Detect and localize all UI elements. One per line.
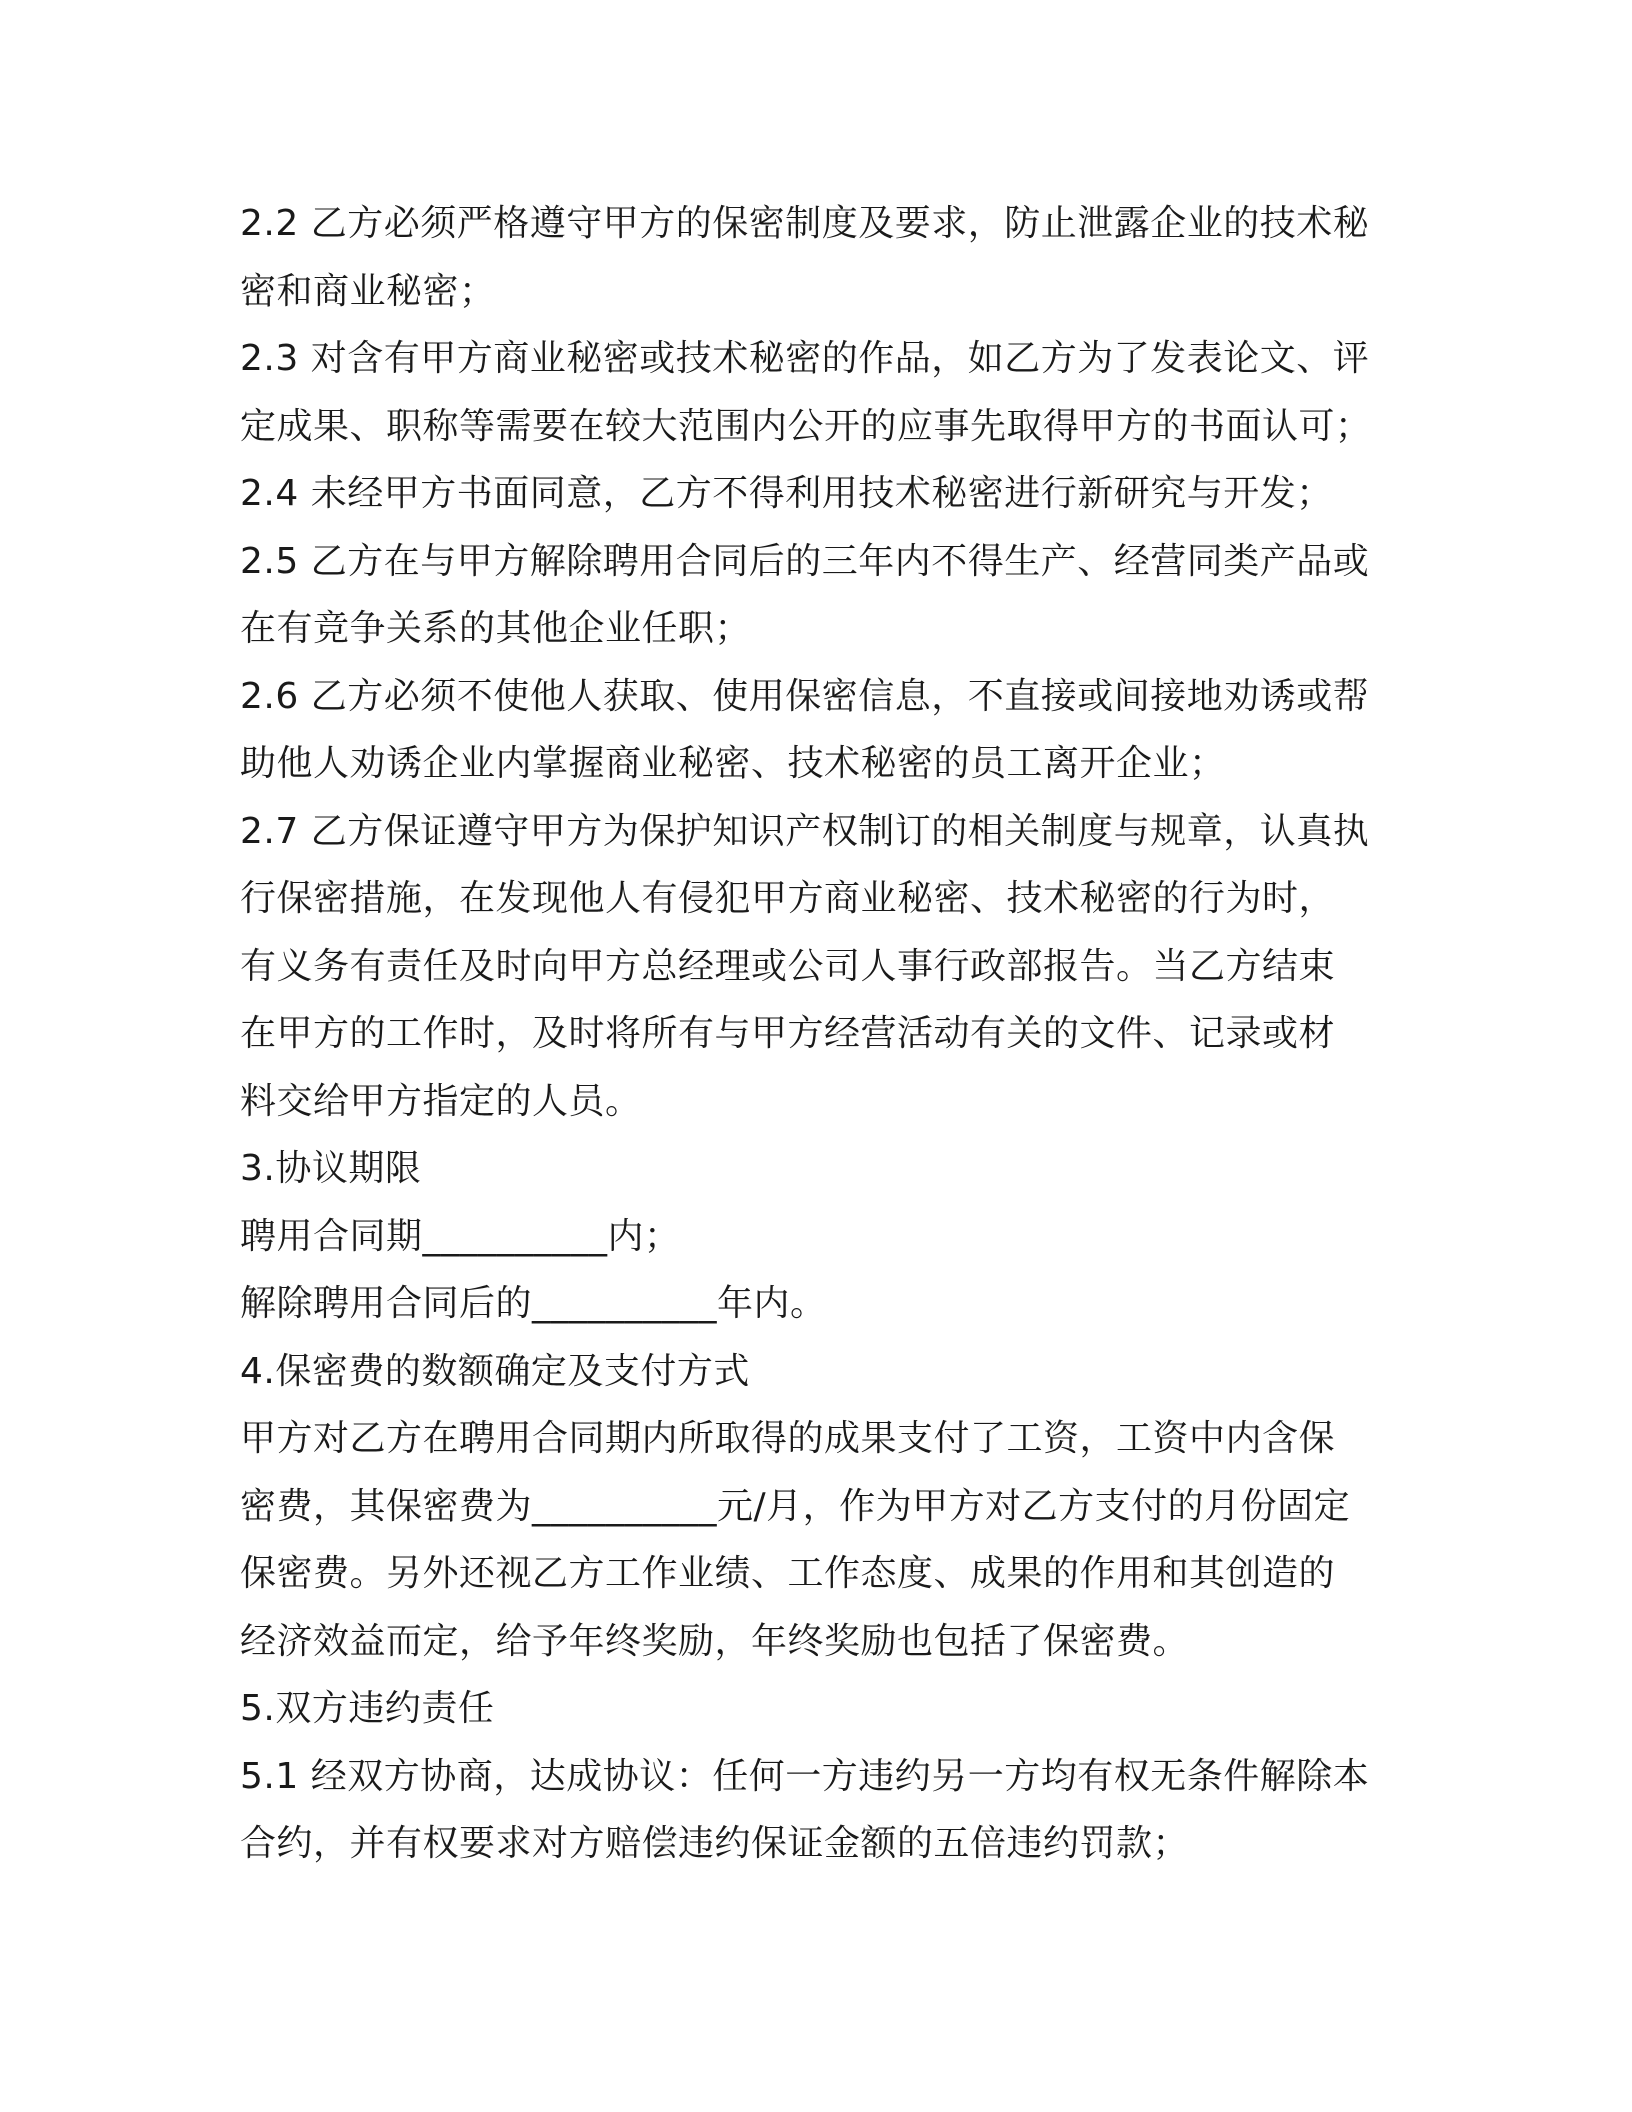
text-line: 2.3 对含有甲方商业秘密或技术秘密的作品，如乙方为了发表论文、评 [240, 338, 1370, 379]
text-line: 聘用合同期__________内； [240, 1215, 681, 1257]
text-line: 保密费。另外还视乙方工作业绩、工作态度、成果的作用和其创造的 [240, 1553, 1336, 1594]
text-line: 解除聘用合同后的__________年内。 [240, 1283, 827, 1324]
text-line: 甲方对乙方在聘用合同期内所取得的成果支付了工资，工资中内含保 [240, 1418, 1336, 1459]
text-line: 定成果、职称等需要在较大范围内公开的应事先取得甲方的书面认可； [240, 405, 1372, 447]
document-body [240, 190, 1400, 1878]
text-line: 2.4 未经甲方书面同意，乙方不得利用技术秘密进行新研究与开发； [240, 473, 1333, 514]
text-line: 2.6 乙方必须不使他人获取、使用保密信息，不直接或间接地劝诱或帮 [240, 675, 1370, 717]
text-line: 在有竞争关系的其他企业任职； [240, 608, 752, 649]
text-line: 2.2 乙方必须严格遵守甲方的保密制度及要求，防止泄露企业的技术秘 [240, 203, 1370, 244]
section-heading: 4.保密费的数额确定及支付方式 [240, 1350, 750, 1392]
text-line: 2.5 乙方在与甲方解除聘用合同后的三年内不得生产、经营同类产品或 [240, 540, 1370, 582]
section-heading: 3.协议期限 [240, 1148, 422, 1189]
section-heading: 5.双方违约责任 [240, 1688, 495, 1729]
text-line: 经济效益而定，给予年终奖励，年终奖励也包括了保密费。 [240, 1620, 1190, 1662]
text-line: 助他人劝诱企业内掌握商业秘密、技术秘密的员工离开企业； [240, 743, 1226, 784]
text-line: 密费，其保密费为__________元/月，作为甲方对乙方支付的月份固定 [240, 1485, 1351, 1527]
text-line: 密和商业秘密； [240, 270, 496, 312]
text-line: 5.1 经双方协商，达成协议：任何一方违约另一方均有权无条件解除本 [240, 1755, 1370, 1797]
text-line: 料交给甲方指定的人员。 [240, 1080, 642, 1122]
text-line: 2.7 乙方保证遵守甲方为保护知识产权制订的相关制度与规章，认真执 [240, 810, 1370, 852]
text-line: 有义务有责任及时向甲方总经理或公司人事行政部报告。当乙方结束 [240, 945, 1336, 987]
text-line: 行保密措施，在发现他人有侵犯甲方商业秘密、技术秘密的行为时， [240, 878, 1336, 919]
text-line: 在甲方的工作时，及时将所有与甲方经营活动有关的文件、记录或材 [240, 1013, 1336, 1054]
text-line: 合约，并有权要求对方赔偿违约保证金额的五倍违约罚款； [240, 1823, 1190, 1864]
